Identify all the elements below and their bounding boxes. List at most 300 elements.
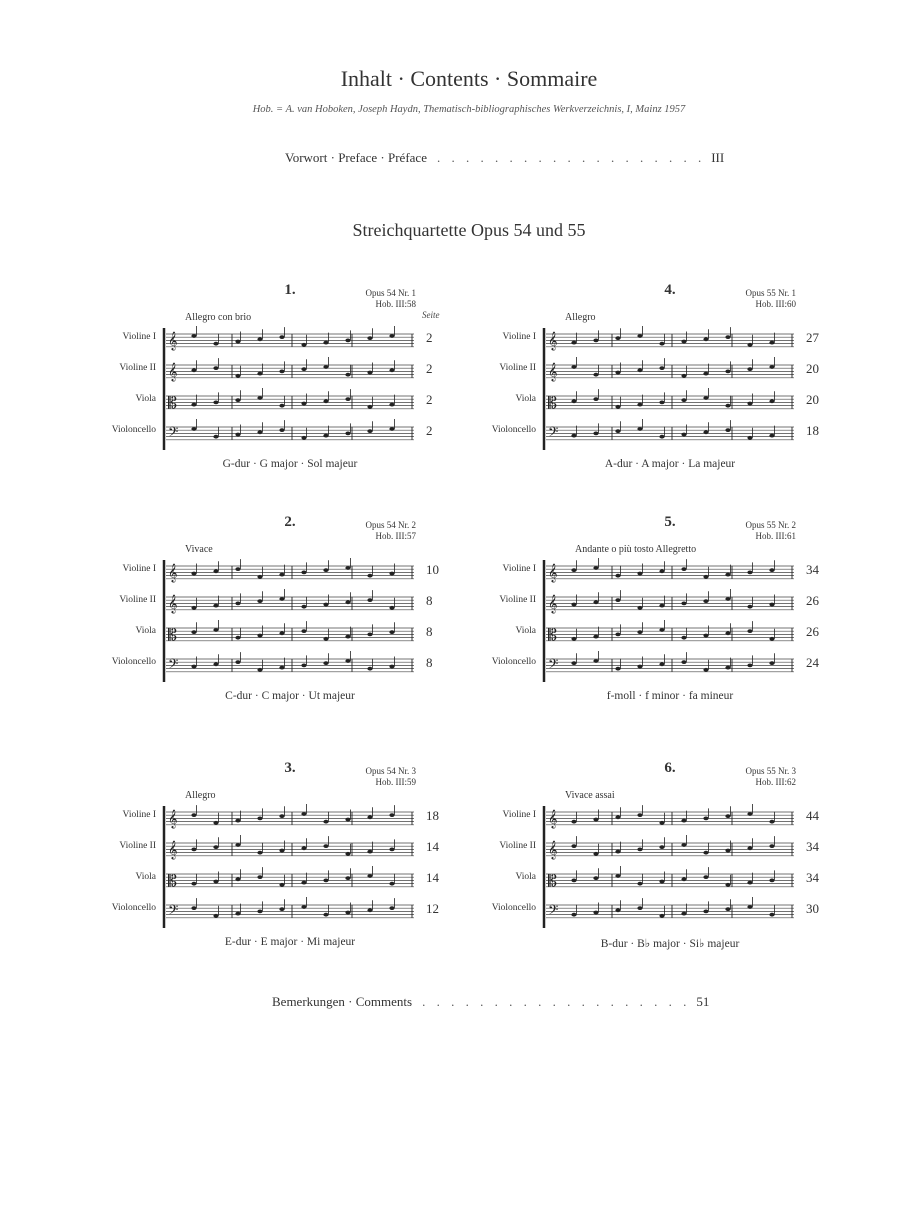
note-head: [367, 633, 372, 637]
note-head: [747, 605, 752, 609]
note-head: [191, 906, 196, 910]
note-head: [725, 370, 730, 374]
note-head: [725, 849, 730, 853]
section-title: Streichquartette Opus 54 und 55: [352, 220, 586, 240]
note-head: [389, 665, 394, 669]
note-head: [637, 572, 642, 576]
note-head: [389, 427, 394, 431]
note-head: [367, 667, 372, 671]
treble-clef: 𝄞: [168, 809, 178, 828]
treble-clef: 𝄞: [168, 331, 178, 350]
note-head: [213, 914, 218, 918]
opus-number: Opus 54 Nr. 1: [365, 288, 416, 298]
note-head: [747, 846, 752, 850]
music-incipit: [542, 804, 802, 944]
opus-number: Opus 55 Nr. 3: [745, 766, 796, 776]
note-head: [703, 817, 708, 821]
key-signature-label: G-dur · G major · Sol majeur: [222, 458, 358, 470]
note-head: [323, 434, 328, 438]
note-head: [345, 339, 350, 343]
instrument-label-violoncello: Violoncello: [491, 903, 536, 913]
note-head: [257, 851, 262, 855]
hoboken-number: Hob. III:58: [375, 299, 416, 309]
note-head: [213, 821, 218, 825]
note-head: [279, 597, 284, 601]
treble-clef: 𝄞: [168, 594, 178, 613]
note-head: [615, 908, 620, 912]
quartet-entry-4[interactable]: [470, 282, 870, 482]
quartet-number: 3.: [284, 760, 296, 776]
note-head: [637, 368, 642, 372]
note-head: [571, 365, 576, 369]
note-head: [213, 845, 218, 849]
note-head: [769, 399, 774, 403]
note-head: [769, 568, 774, 572]
note-head: [659, 569, 664, 573]
quartet-number: 4.: [664, 282, 676, 298]
treble-clef: 𝄞: [548, 362, 558, 381]
note-head: [593, 600, 598, 604]
page-number-viola[interactable]: 34: [806, 870, 819, 885]
page-number-violin-1[interactable]: 2: [426, 330, 433, 345]
page-number-violin-1[interactable]: 10: [426, 562, 439, 577]
note-head: [389, 572, 394, 576]
bass-clef: 𝄢: [168, 656, 179, 675]
page-number-violin-1[interactable]: 34: [806, 562, 819, 577]
note-head: [257, 372, 262, 376]
note-head: [235, 819, 240, 823]
note-head: [703, 668, 708, 672]
note-head: [571, 399, 576, 403]
note-head: [257, 817, 262, 821]
note-head: [279, 370, 284, 374]
instrument-label-violin-2: Violine II: [119, 841, 156, 851]
note-head: [301, 881, 306, 885]
instrument-label-violin-1: Violine I: [502, 332, 536, 342]
note-head: [747, 343, 752, 347]
note-head: [747, 881, 752, 885]
note-head: [191, 882, 196, 886]
note-head: [593, 635, 598, 639]
note-head: [593, 397, 598, 401]
opus-and-hoboken: [320, 288, 416, 310]
note-head: [703, 396, 708, 400]
key-signature-label: C-dur · C major · Ut majeur: [225, 690, 355, 702]
note-head: [725, 573, 730, 577]
note-head: [769, 820, 774, 824]
instrument-label-violin-1: Violine I: [502, 810, 536, 820]
note-head: [725, 404, 730, 408]
page-number-viola[interactable]: 8: [426, 624, 433, 639]
instrument-label-violin-2: Violine II: [499, 595, 536, 605]
opus-number: Opus 55 Nr. 2: [745, 520, 796, 530]
comments-label: Bemerkungen · Comments: [272, 994, 413, 1009]
note-head: [681, 374, 686, 378]
note-head: [769, 844, 774, 848]
note-head: [279, 573, 284, 577]
page-number-violin-2[interactable]: 20: [806, 361, 819, 376]
preface-page-number: III: [711, 150, 725, 165]
alto-clef: 𝄡: [168, 871, 177, 890]
alto-clef: 𝄡: [548, 393, 557, 412]
instrument-label-violoncello: Violoncello: [491, 657, 536, 667]
page-number-violoncello[interactable]: 8: [426, 655, 433, 670]
note-head: [637, 813, 642, 817]
page-number-violin-2[interactable]: 14: [426, 839, 439, 854]
comments-entry[interactable]: [272, 994, 709, 1010]
opus-number: Opus 55 Nr. 1: [745, 288, 796, 298]
page-number-violoncello[interactable]: 2: [426, 423, 433, 438]
note-head: [681, 877, 686, 881]
page-number-viola[interactable]: 2: [426, 392, 433, 407]
note-head: [345, 876, 350, 880]
note-head: [703, 430, 708, 434]
note-head: [367, 598, 372, 602]
note-head: [389, 906, 394, 910]
note-head: [571, 820, 576, 824]
quartet-entry-2[interactable]: [90, 514, 490, 714]
note-head: [301, 664, 306, 668]
note-head: [769, 365, 774, 369]
note-head: [747, 436, 752, 440]
note-head: [769, 603, 774, 607]
note-head: [615, 574, 620, 578]
note-head: [389, 882, 394, 886]
instrument-label-violin-1: Violine I: [122, 332, 156, 342]
note-head: [367, 815, 372, 819]
note-head: [593, 659, 598, 663]
instrument-label-violin-1: Violine I: [502, 564, 536, 574]
bass-clef: 𝄢: [548, 424, 559, 443]
note-head: [725, 907, 730, 911]
instrument-label-viola: Viola: [515, 626, 536, 636]
note-head: [615, 850, 620, 854]
note-head: [637, 403, 642, 407]
hoboken-number: Hob. III:59: [375, 777, 416, 787]
quartet-number: 6.: [664, 760, 676, 776]
note-head: [725, 335, 730, 339]
note-head: [681, 912, 686, 916]
instrument-label-violin-2: Violine II: [119, 595, 156, 605]
note-head: [593, 432, 598, 436]
tempo-marking: Allegro: [185, 790, 216, 801]
note-head: [213, 342, 218, 346]
note-head: [703, 372, 708, 376]
alto-clef: 𝄡: [168, 625, 177, 644]
note-head: [257, 337, 262, 341]
note-head: [345, 852, 350, 856]
note-head: [213, 604, 218, 608]
treble-clef: 𝄞: [548, 594, 558, 613]
tempo-marking: Andante o più tosto Allegretto: [575, 544, 697, 555]
note-head: [637, 848, 642, 852]
note-head: [681, 602, 686, 606]
quartet-entry-3[interactable]: [90, 760, 490, 960]
instrument-label-violin-2: Violine II: [119, 363, 156, 373]
note-head: [389, 403, 394, 407]
note-head: [191, 368, 196, 372]
note-head: [659, 342, 664, 346]
page-number-violin-1[interactable]: 18: [426, 808, 439, 823]
note-head: [593, 852, 598, 856]
note-head: [279, 849, 284, 853]
note-head: [323, 603, 328, 607]
note-head: [235, 877, 240, 881]
note-head: [323, 365, 328, 369]
note-head: [323, 661, 328, 665]
note-head: [747, 629, 752, 633]
music-incipit: [542, 326, 802, 466]
note-head: [367, 874, 372, 878]
bass-clef: 𝄢: [548, 656, 559, 675]
note-head: [725, 814, 730, 818]
page-number-violin-2[interactable]: 34: [806, 839, 819, 854]
note-head: [571, 568, 576, 572]
note-head: [301, 402, 306, 406]
page-number-violin-1[interactable]: 27: [806, 330, 819, 345]
note-head: [213, 880, 218, 884]
note-head: [235, 636, 240, 640]
note-head: [235, 843, 240, 847]
page-number-violoncello[interactable]: 12: [426, 901, 439, 916]
quartet-number: 5.: [664, 514, 676, 530]
note-head: [615, 815, 620, 819]
note-head: [659, 401, 664, 405]
note-head: [323, 879, 328, 883]
note-head: [301, 846, 306, 850]
note-head: [191, 630, 196, 634]
instrument-label-violoncello: Violoncello: [111, 657, 156, 667]
note-head: [615, 874, 620, 878]
note-head: [703, 875, 708, 879]
note-head: [593, 818, 598, 822]
treble-clef: 𝄞: [548, 331, 558, 350]
note-head: [659, 662, 664, 666]
quartet-entry-6[interactable]: [470, 760, 870, 960]
note-head: [191, 606, 196, 610]
hoboken-number: Hob. III:60: [755, 299, 796, 309]
note-head: [191, 403, 196, 407]
note-head: [389, 630, 394, 634]
note-head: [323, 913, 328, 917]
note-head: [191, 334, 196, 338]
note-head: [213, 569, 218, 573]
bass-clef: 𝄢: [548, 902, 559, 921]
note-head: [235, 433, 240, 437]
note-head: [571, 603, 576, 607]
note-head: [257, 430, 262, 434]
opus-and-hoboken: [320, 766, 416, 788]
page-number-violoncello[interactable]: 24: [806, 655, 819, 670]
note-head: [367, 371, 372, 375]
note-head: [367, 405, 372, 409]
page-number-viola[interactable]: 26: [806, 624, 819, 639]
note-head: [615, 429, 620, 433]
note-head: [279, 631, 284, 635]
comments-leader-dots: . . . . . . . . . . . . . . . . . . .: [422, 994, 691, 1009]
key-signature-label: A-dur · A major · La majeur: [604, 458, 736, 470]
note-head: [257, 396, 262, 400]
note-head: [571, 913, 576, 917]
note-head: [593, 373, 598, 377]
note-head: [345, 818, 350, 822]
note-head: [747, 905, 752, 909]
music-incipit: [162, 804, 422, 944]
note-head: [593, 566, 598, 570]
note-head: [681, 340, 686, 344]
note-head: [659, 435, 664, 439]
instrument-label-violoncello: Violoncello: [111, 425, 156, 435]
note-head: [769, 637, 774, 641]
note-head: [345, 600, 350, 604]
note-head: [659, 845, 664, 849]
note-head: [637, 882, 642, 886]
note-head: [769, 879, 774, 883]
note-head: [659, 880, 664, 884]
note-head: [769, 341, 774, 345]
note-head: [191, 813, 196, 817]
key-signature-label: f-moll · f minor · fa mineur: [606, 690, 734, 702]
note-head: [571, 844, 576, 848]
note-head: [571, 341, 576, 345]
note-head: [593, 339, 598, 343]
preface-label: Vorwort · Preface · Préface: [285, 150, 427, 165]
quartet-number: 1.: [284, 282, 296, 298]
note-head: [257, 910, 262, 914]
note-head: [769, 661, 774, 665]
seite-label: Seite: [422, 310, 440, 320]
note-head: [681, 398, 686, 402]
hoboken-number: Hob. III:62: [755, 777, 796, 787]
note-head: [747, 367, 752, 371]
key-signature-label: B-dur · B♭ major · Si♭ majeur: [600, 938, 740, 950]
page-number-violoncello[interactable]: 30: [806, 901, 819, 916]
music-incipit: [162, 326, 422, 466]
note-head: [367, 336, 372, 340]
note-head: [703, 634, 708, 638]
page-title: Inhalt · Contents · Sommaire: [340, 66, 598, 91]
note-head: [571, 879, 576, 883]
note-head: [615, 633, 620, 637]
instrument-label-violin-1: Violine I: [122, 564, 156, 574]
alto-clef: 𝄡: [168, 393, 177, 412]
note-head: [345, 432, 350, 436]
note-head: [571, 637, 576, 641]
comments-page-number: 51: [696, 994, 710, 1009]
note-head: [389, 848, 394, 852]
note-head: [725, 631, 730, 635]
note-head: [703, 337, 708, 341]
note-head: [703, 599, 708, 603]
treble-clef: 𝄞: [168, 362, 178, 381]
page-number-violin-1[interactable]: 44: [806, 808, 819, 823]
note-head: [615, 667, 620, 671]
note-head: [769, 434, 774, 438]
note-head: [323, 399, 328, 403]
opus-and-hoboken: [700, 520, 796, 542]
note-head: [681, 660, 686, 664]
page-number-violin-2[interactable]: 26: [806, 593, 819, 608]
note-head: [747, 812, 752, 816]
note-head: [615, 371, 620, 375]
opus-number: Opus 54 Nr. 3: [365, 766, 416, 776]
note-head: [389, 813, 394, 817]
note-head: [725, 597, 730, 601]
page-number-viola[interactable]: 20: [806, 392, 819, 407]
opus-number: Opus 54 Nr. 2: [365, 520, 416, 530]
note-head: [367, 908, 372, 912]
note-head: [389, 606, 394, 610]
treble-clef: 𝄞: [168, 840, 178, 859]
note-head: [191, 427, 196, 431]
note-head: [681, 636, 686, 640]
page-number-violin-2[interactable]: 2: [426, 361, 433, 376]
note-head: [389, 368, 394, 372]
note-head: [235, 567, 240, 571]
note-head: [235, 660, 240, 664]
note-head: [279, 335, 284, 339]
note-head: [191, 848, 196, 852]
instrument-label-viola: Viola: [135, 394, 156, 404]
note-head: [279, 883, 284, 887]
page-number-viola[interactable]: 14: [426, 870, 439, 885]
page-number-violin-2[interactable]: 8: [426, 593, 433, 608]
note-head: [681, 433, 686, 437]
note-head: [659, 628, 664, 632]
tempo-marking: Allegro: [565, 312, 596, 323]
note-head: [571, 434, 576, 438]
note-head: [615, 598, 620, 602]
note-head: [593, 876, 598, 880]
tempo-marking: Vivace assai: [565, 790, 615, 801]
note-head: [681, 843, 686, 847]
note-head: [345, 373, 350, 377]
note-head: [257, 634, 262, 638]
hoboken-reference-note: Hob. = A. van Hoboken, Joseph Haydn, Thematisch-bibliographisches Werkverzeichnis, I, Mainz 1957: [252, 104, 686, 115]
quartet-entry-5[interactable]: [470, 514, 870, 714]
note-head: [323, 341, 328, 345]
note-head: [659, 914, 664, 918]
note-head: [615, 336, 620, 340]
preface-entry[interactable]: [285, 150, 724, 166]
note-head: [301, 436, 306, 440]
note-head: [301, 343, 306, 347]
note-head: [257, 668, 262, 672]
treble-clef: 𝄞: [548, 563, 558, 582]
note-head: [213, 662, 218, 666]
hoboken-number: Hob. III:61: [755, 531, 796, 541]
note-head: [301, 367, 306, 371]
note-head: [213, 366, 218, 370]
note-head: [571, 661, 576, 665]
note-head: [747, 664, 752, 668]
note-head: [747, 571, 752, 575]
preface-leader-dots: . . . . . . . . . . . . . . . . . . .: [436, 150, 706, 165]
quartet-entry-1[interactable]: [90, 282, 490, 482]
note-head: [301, 571, 306, 575]
note-head: [235, 912, 240, 916]
bass-clef: 𝄢: [168, 902, 179, 921]
quartet-number: 2.: [284, 514, 296, 530]
note-head: [279, 666, 284, 670]
note-head: [213, 401, 218, 405]
page-number-violoncello[interactable]: 18: [806, 423, 819, 438]
note-head: [279, 814, 284, 818]
note-head: [637, 630, 642, 634]
note-head: [681, 567, 686, 571]
note-head: [725, 428, 730, 432]
note-head: [213, 435, 218, 439]
